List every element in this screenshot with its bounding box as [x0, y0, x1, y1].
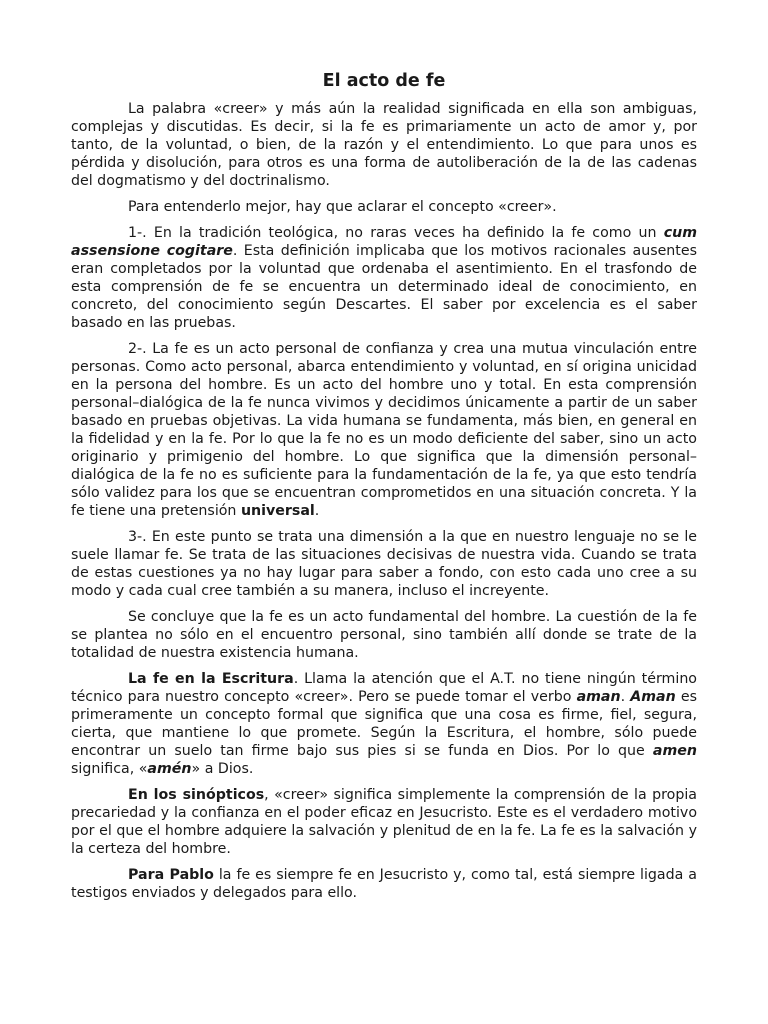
text-run: , «creer» significa simplemente la comprensión de la propia precariedad y la confianza en el poder eficaz en Jesucristo. Este es el verdadero motivo por el que el hombre adquiere la salvación y plenitud de en la fe. La fe es la salvación y la certeza del hombre.: [71, 787, 697, 857]
paragraph-escritura: [71, 670, 697, 778]
document-page: [71, 70, 697, 910]
paragraph-point-2: [71, 340, 697, 520]
text-run: la fe es siempre fe en Jesucristo y, como tal, está siempre ligada a testigos enviados y delegados para ello.: [71, 867, 697, 901]
heading-pablo: Para Pablo: [128, 867, 214, 883]
paragraph-point-1: [71, 224, 697, 332]
term-amen-accent: amén: [147, 761, 192, 777]
text-run: .: [314, 503, 320, 519]
term-aman-2: Aman: [630, 689, 676, 705]
paragraph-point-3: 3-. En este punto se trata una dimensión a la que en nuestro lenguaje no se le suele llamar fe. Se trata de las situaciones decisivas de nuestra vida. Cuando se trata de estas cuestiones ya no hay lugar para saber a fondo, con esto cada uno cree a su modo y cada cual cree también a su manera, incluso el increyente.: [71, 529, 697, 599]
emphasis-universal: universal: [240, 503, 315, 519]
text-run: es primeramente un concepto formal que significa que una cosa es firme, fiel, segura, cierta, que mantiene lo que promete. Según la Escritura, el hombre, sólo puede encontrar un suelo tan firme bajo sus pies si se funda en Dios. Por lo que: [71, 689, 697, 759]
paragraph-clarify: Para entenderlo mejor, hay que aclarar el concepto «creer».: [128, 199, 557, 215]
text-run: 2-. La fe es un acto personal de confianza y crea una mutua vinculación entre personas. Como acto personal, abarca entendimiento y voluntad, en sí origina unicidad en la persona del hombre. Es un acto del hombre uno y total. En esta comprensión personal–dialógica de la fe nunca vivimos y decidimos únicamente a partir de un saber basado en pruebas objetivas. La vida humana se fundamenta, más bien, en general en la fidelidad y en la fe. Por lo que la fe no es un modo deficiente del saber, sino un acto originario y primigenio del hombre. Lo que significa que la dimensión personal–dialógica de la fe no es suficiente para la fundamentación de la fe, ya que esto tendría sólo validez para los que se encuentran comprometidos en una situación concreta. Y la fe tiene una pretensión: [71, 341, 697, 519]
paragraph-intro: La palabra «creer» y más aún la realidad significada en ella son ambiguas, complejas y discutidas. Es decir, si la fe es primariamente un acto de amor y, por tanto, de la voluntad, o bien, de la razón y el entendimiento. Lo que para unos es pérdida y disolución, para otros es una forma de autoliberación de la de las cadenas del dogmatismo y del doctrinalismo.: [71, 101, 697, 189]
paragraph-conclusion: Se concluye que la fe es un acto fundamental del hombre. La cuestión de la fe se plantea no sólo en el encuentro personal, sino también allí donde se trate de la totalidad de nuestra existencia humana.: [71, 609, 697, 661]
heading-sinopticos: En los sinópticos: [128, 787, 265, 803]
paragraph-sinopticos: [71, 786, 697, 858]
text-run: .: [620, 689, 631, 705]
term-amen: amen: [652, 743, 697, 759]
text-run: 1-. En la tradición teológica, no raras veces ha definido la fe como un: [128, 225, 664, 241]
page-title: El acto de fe: [322, 71, 446, 91]
text-run: . Llama la atención que el A.T. no tiene ningún término técnico para nuestro concepto «creer». Pero se puede tomar el verbo: [71, 671, 697, 705]
paragraph-pablo: [71, 866, 697, 902]
text-run: significa, «: [71, 761, 148, 777]
text-run: » a Dios.: [191, 761, 254, 777]
heading-escritura: La fe en la Escritura: [128, 671, 294, 687]
term-aman: aman: [576, 689, 621, 705]
text-run: . Esta definición implicaba que los motivos racionales ausentes eran completados por la voluntad que ordenaba el asentimiento. En el trasfondo de esta comprensión de fe se encuentra un determinado ideal de conocimiento, en concreto, del conocimiento según Descartes. El saber por excelencia es el saber basado en las pruebas.: [71, 243, 697, 331]
latin-term: cum assensione cogitare: [71, 225, 697, 259]
